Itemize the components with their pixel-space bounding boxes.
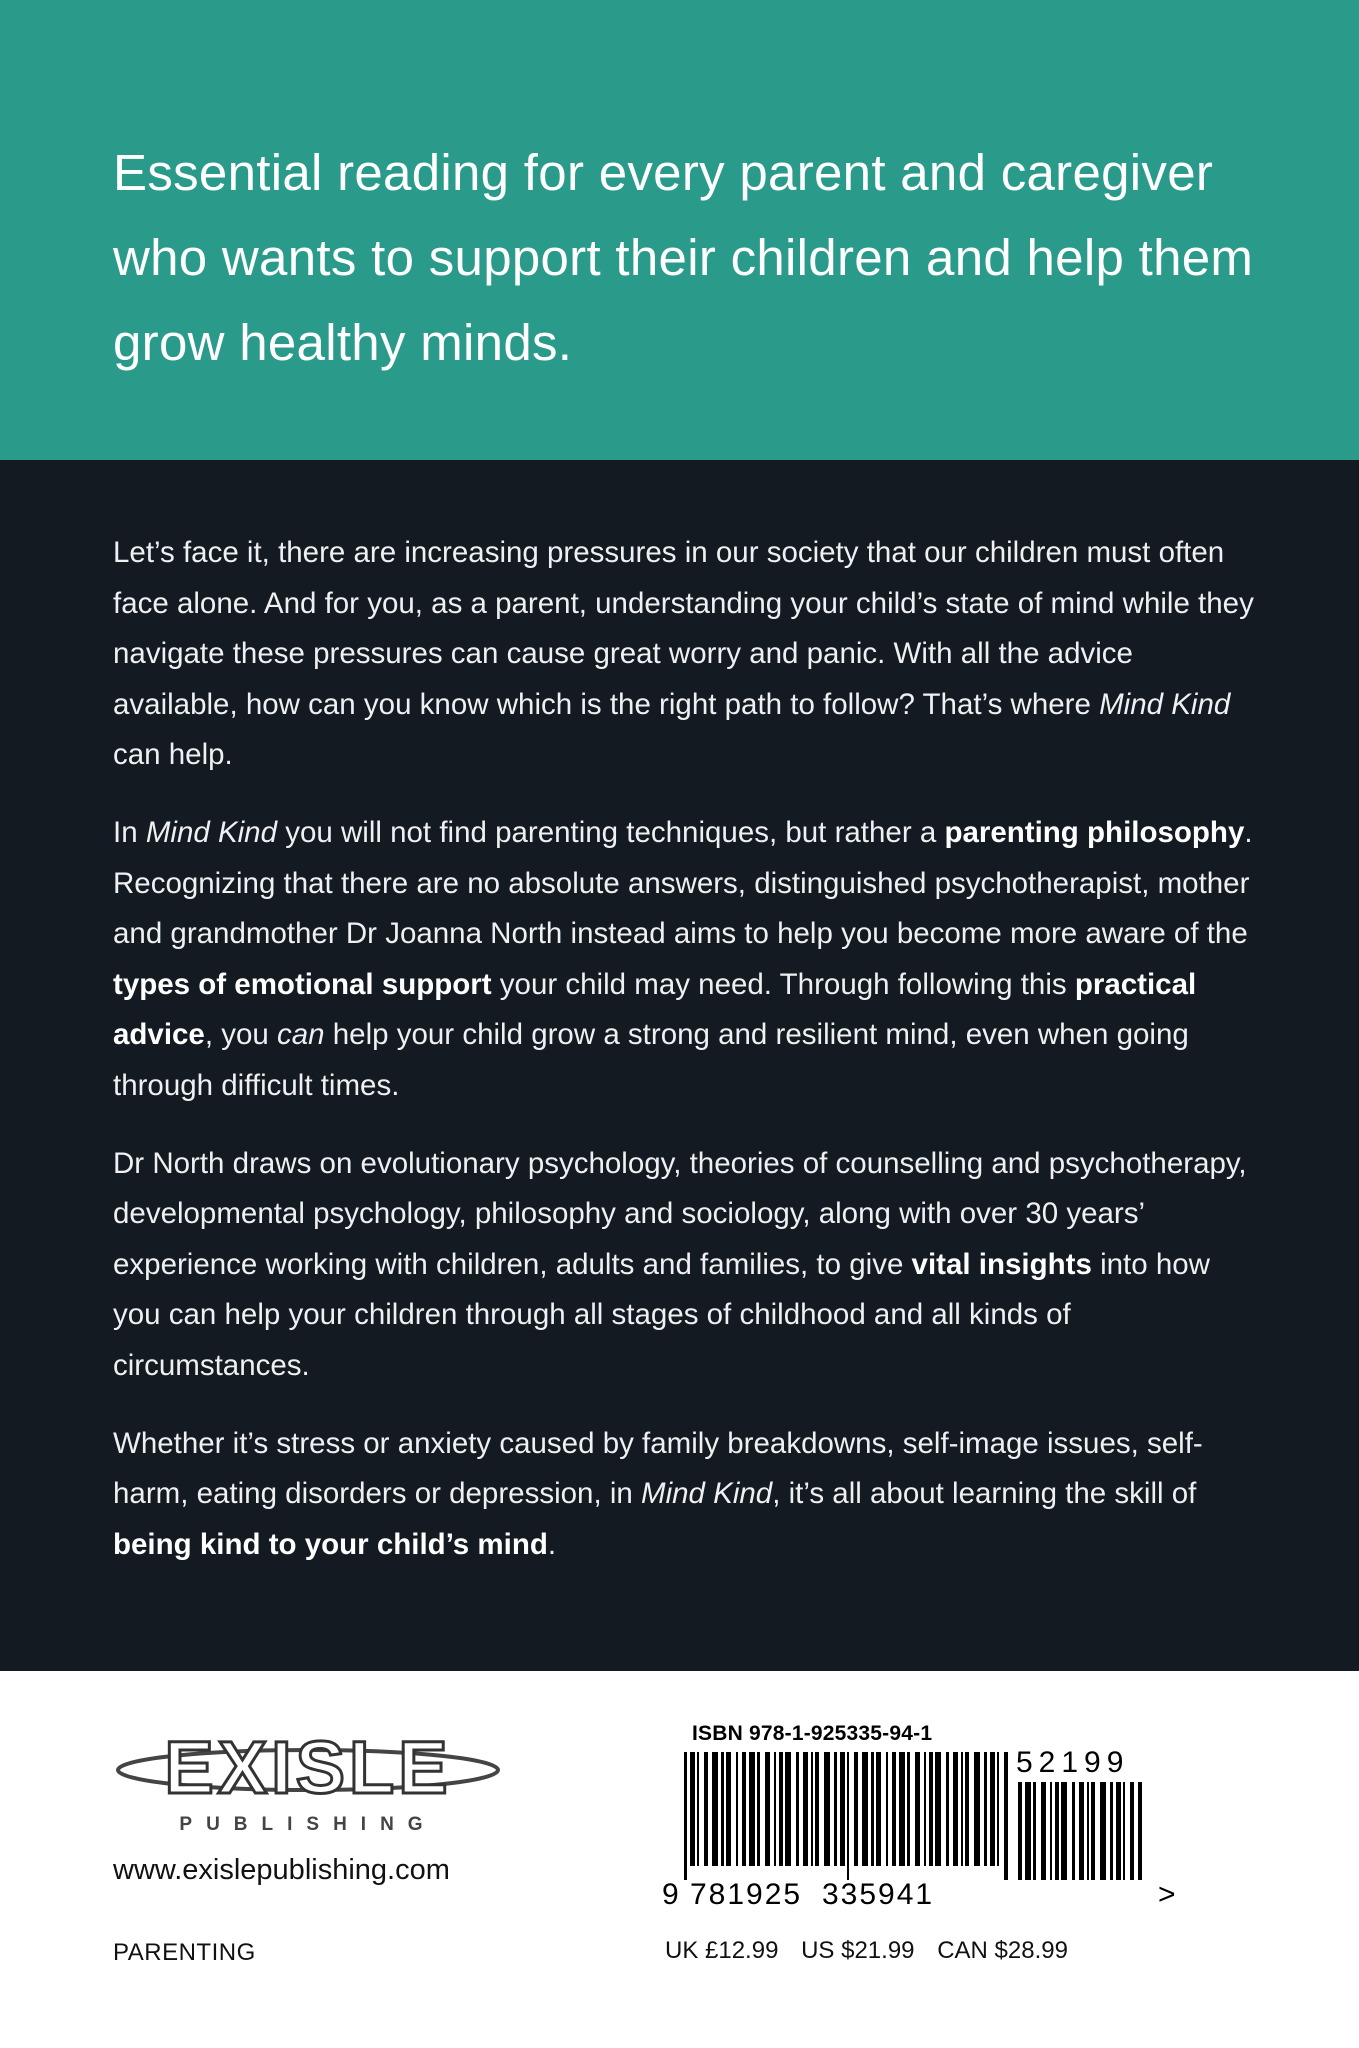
barcode-addon-bars — [1018, 1782, 1142, 1880]
barcode-bar — [803, 1752, 808, 1866]
text-run: into how you can help your children through all stages of childhood and all kinds of circumstances. — [113, 1247, 1210, 1382]
emphasis-bold: practical advice — [113, 967, 1197, 1052]
text-run: help your child grow a strong and resilient mind, even when going through difficult times. — [113, 1018, 1189, 1102]
barcode-bar — [1025, 1782, 1031, 1880]
barcode-bar — [1100, 1782, 1106, 1880]
barcode-bar — [704, 1752, 708, 1866]
barcode-bar — [785, 1752, 791, 1866]
barcode-bar — [915, 1752, 920, 1866]
barcode-bar — [749, 1752, 755, 1866]
tagline: Essential reading for every parent and caregiver who wants to support their children and help them grow healthy minds. — [113, 144, 1254, 371]
logo-word: EXISLE — [164, 1726, 452, 1809]
emphasis-bold: being kind to your child’s mind — [113, 1527, 548, 1561]
barcode-bar — [929, 1752, 933, 1866]
barcode-bar — [796, 1752, 799, 1866]
barcode-bar — [742, 1752, 746, 1866]
price-can: CAN $28.99 — [937, 1937, 1068, 1964]
barcode-bar — [1130, 1782, 1134, 1880]
text-run: Dr North draws on evolutionary psychology, theories of counselling and psychotherapy, developmental psychology, philosophy and sociology, along with over 30 years’ experience working with children, adults and families, to give — [113, 1146, 1247, 1281]
isbn-label: ISBN 978-1-925335-94-1 — [692, 1722, 933, 1745]
barcode-bar — [779, 1752, 783, 1866]
barcode-bar — [690, 1752, 695, 1866]
barcode-bar — [1033, 1782, 1036, 1880]
barcode-arrow: > — [1158, 1878, 1176, 1906]
barcode-bar — [965, 1752, 969, 1866]
text-run: Whether it’s stress or anxiety caused by family breakdowns, self-image issues, self-harm, eating disorders or depression, in — [113, 1426, 1203, 1511]
emphasis-italic: can — [277, 1018, 325, 1052]
text-run: Let’s face it, there are increasing pressures in our society that our children must often face alone. And for you, as a parent, understanding your child’s state of mind while they navigate these pressures can cause great worry and panic. With all the advice available, how can you know which is the right path to follow? That’s where — [113, 536, 1254, 721]
barcode-bar — [824, 1752, 830, 1866]
barcode-bar — [1061, 1782, 1067, 1880]
barcode-bar — [953, 1752, 958, 1866]
description-paragraph — [113, 528, 1263, 781]
barcode-bar — [984, 1752, 987, 1866]
barcode-bar — [757, 1752, 760, 1866]
barcode-bar — [876, 1752, 881, 1866]
barcode-bar — [1004, 1752, 1008, 1880]
emphasis-bold: vital insights — [911, 1247, 1092, 1281]
emphasis-bold: parenting philosophy — [944, 815, 1245, 849]
description-paragraph — [113, 1139, 1263, 1392]
barcode-bar — [1050, 1782, 1052, 1880]
price-us: US $21.99 — [801, 1937, 915, 1964]
emphasis-italic: Mind Kind — [145, 815, 277, 849]
barcode-bar — [961, 1752, 963, 1866]
barcode-bar — [721, 1752, 724, 1866]
barcode-bar — [1116, 1782, 1121, 1880]
barcode-bar — [924, 1752, 926, 1866]
description-paragraph — [113, 1419, 1263, 1571]
barcode-bar — [774, 1752, 776, 1866]
barcode-bar — [1138, 1782, 1142, 1880]
barcode-digits-left: 781925 — [690, 1878, 803, 1906]
barcode-bar — [899, 1752, 905, 1866]
barcode-bar — [834, 1752, 837, 1866]
publisher-logo — [108, 1718, 508, 1838]
barcode-bar — [1087, 1782, 1089, 1880]
barcode-bar — [1079, 1782, 1084, 1880]
text-run: your child may need. Through following this — [491, 967, 1075, 1001]
barcode-bar — [815, 1752, 819, 1866]
prices — [665, 1937, 1084, 1965]
barcode-bar — [726, 1752, 731, 1866]
barcode-bar — [997, 1752, 999, 1866]
emphasis-italic: Mind Kind — [1099, 687, 1231, 721]
barcode-bar — [854, 1752, 858, 1866]
barcode-bar — [847, 1752, 849, 1880]
barcode-bar — [974, 1752, 980, 1866]
barcode-bar — [1055, 1782, 1059, 1880]
text-run: , you — [204, 1018, 277, 1052]
barcode-bar — [736, 1752, 738, 1866]
publisher-website[interactable]: www.exislepublishing.com — [113, 1854, 450, 1886]
text-run: can help. — [113, 738, 233, 772]
barcode-bar — [840, 1752, 845, 1866]
text-run: . — [547, 1527, 557, 1561]
barcode-bar — [765, 1752, 770, 1866]
barcode-bar — [990, 1752, 995, 1866]
text-run: you will not find parenting techniques, but rather a — [277, 815, 945, 849]
barcode-bar — [697, 1752, 699, 1866]
text-run: , it’s all about learning the skill of — [772, 1477, 1197, 1511]
emphasis-italic: Mind Kind — [641, 1477, 773, 1511]
price-uk: UK £12.99 — [665, 1937, 779, 1964]
text-run: . Recognizing that there are no absolute answers, distinguished psychotherapist, mother and grandmother Dr Joanna North instead aims to help you become more aware of the — [113, 815, 1253, 951]
barcode-bar — [1091, 1782, 1095, 1880]
tagline-panel — [0, 0, 1359, 460]
logo-sub: PUBLISHING — [179, 1814, 437, 1835]
barcode-digits-right: 335941 — [822, 1878, 935, 1906]
barcode-bar — [946, 1752, 949, 1866]
barcode-bar — [712, 1752, 718, 1866]
barcode — [660, 1746, 1180, 1906]
barcode-bar — [907, 1752, 910, 1866]
barcode-bar — [684, 1752, 687, 1880]
barcode-lead-digit: 9 — [662, 1878, 679, 1906]
barcode-bar — [935, 1752, 941, 1866]
barcode-bar — [1018, 1782, 1022, 1880]
barcode-bar — [1072, 1782, 1075, 1880]
barcode-bar — [871, 1752, 874, 1866]
description-paragraph — [113, 808, 1263, 1112]
barcode-bar — [811, 1752, 813, 1866]
text-run: In — [113, 815, 146, 849]
barcode-addon-digits: 52199 — [1016, 1746, 1130, 1779]
category-label: PARENTING — [113, 1939, 256, 1966]
barcode-bar — [862, 1752, 868, 1866]
barcode-bar — [1041, 1782, 1046, 1880]
barcode-bar — [1123, 1782, 1125, 1880]
barcode-main-bars — [684, 1752, 1008, 1880]
barcode-bar — [1110, 1782, 1113, 1880]
barcode-bar — [886, 1752, 888, 1866]
emphasis-bold: types of emotional support — [113, 967, 492, 1001]
barcode-bar — [892, 1752, 896, 1866]
description-text — [113, 528, 1263, 1597]
